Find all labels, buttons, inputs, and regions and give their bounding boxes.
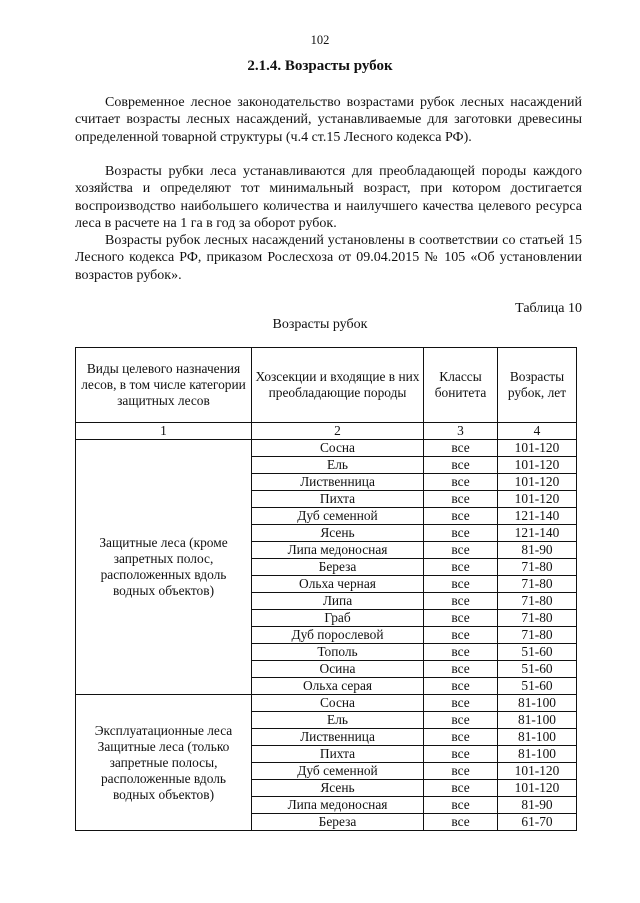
species-cell: Граб — [252, 610, 424, 627]
forest-group-cell: Эксплуатационные леса Защитные леса (только запретные полосы, расположенные вдоль водных объектов) — [76, 695, 252, 831]
bonitet-cell: все — [424, 746, 498, 763]
bonitet-cell: все — [424, 491, 498, 508]
species-cell: Сосна — [252, 440, 424, 457]
column-number: 2 — [252, 423, 424, 440]
species-cell: Дуб порослевой — [252, 627, 424, 644]
cutting-age-cell: 81-90 — [498, 797, 577, 814]
species-cell: Сосна — [252, 695, 424, 712]
bonitet-cell: все — [424, 525, 498, 542]
species-cell: Дуб семенной — [252, 763, 424, 780]
bonitet-cell: все — [424, 797, 498, 814]
page-number: 102 — [310, 33, 330, 47]
bonitet-cell: все — [424, 627, 498, 644]
header-bonitet: Классы бонитета — [424, 348, 498, 423]
cutting-age-cell: 51-60 — [498, 678, 577, 695]
species-cell: Пихта — [252, 491, 424, 508]
species-cell: Ясень — [252, 525, 424, 542]
cutting-ages-table — [75, 347, 577, 831]
cutting-age-cell: 81-100 — [498, 712, 577, 729]
bonitet-cell: все — [424, 610, 498, 627]
species-cell: Береза — [252, 559, 424, 576]
species-cell: Пихта — [252, 746, 424, 763]
bonitet-cell: все — [424, 440, 498, 457]
cutting-age-cell: 71-80 — [498, 593, 577, 610]
species-cell: Тополь — [252, 644, 424, 661]
cutting-age-cell: 101-120 — [498, 457, 577, 474]
table-header-row — [76, 348, 577, 423]
cutting-age-cell: 101-120 — [498, 763, 577, 780]
header-cutting-age: Возрасты рубок, лет — [498, 348, 577, 423]
paragraph-1: Современное лесное законодательство возрастами рубок лесных насаждений считает возрасты лесных насаждений, устанавливаемые для заготовки древесины определенной товарной структуры (ч.4 ст.15 Лесного кодекса РФ). — [75, 95, 582, 145]
bonitet-cell: все — [424, 508, 498, 525]
species-cell: Липа — [252, 593, 424, 610]
species-cell: Лиственница — [252, 474, 424, 491]
bonitet-cell: все — [424, 457, 498, 474]
bonitet-cell: все — [424, 576, 498, 593]
cutting-age-cell: 71-80 — [498, 627, 577, 644]
species-cell: Дуб семенной — [252, 508, 424, 525]
species-cell: Липа медоносная — [252, 542, 424, 559]
column-number-row — [76, 423, 577, 440]
bonitet-cell: все — [424, 474, 498, 491]
cutting-age-cell: 81-100 — [498, 746, 577, 763]
section-title: 2.1.4. Возрасты рубок — [247, 58, 393, 74]
cutting-age-cell: 121-140 — [498, 525, 577, 542]
cutting-age-cell: 81-100 — [498, 695, 577, 712]
bonitet-cell: все — [424, 814, 498, 831]
table-row — [76, 440, 577, 457]
column-number: 4 — [498, 423, 577, 440]
bonitet-cell: все — [424, 729, 498, 746]
species-cell: Ольха черная — [252, 576, 424, 593]
column-number: 3 — [424, 423, 498, 440]
bonitet-cell: все — [424, 763, 498, 780]
cutting-age-cell: 51-60 — [498, 644, 577, 661]
table-caption: Возрасты рубок — [272, 317, 368, 332]
bonitet-cell: все — [424, 559, 498, 576]
species-cell: Ясень — [252, 780, 424, 797]
cutting-age-cell: 71-80 — [498, 610, 577, 627]
bonitet-cell: все — [424, 661, 498, 678]
cutting-age-cell: 81-100 — [498, 729, 577, 746]
species-cell: Лиственница — [252, 729, 424, 746]
cutting-age-cell: 121-140 — [498, 508, 577, 525]
cutting-age-cell: 61-70 — [498, 814, 577, 831]
species-cell: Ель — [252, 457, 424, 474]
species-cell: Береза — [252, 814, 424, 831]
bonitet-cell: все — [424, 593, 498, 610]
column-number: 1 — [76, 423, 252, 440]
species-cell: Ольха серая — [252, 678, 424, 695]
cutting-age-cell: 71-80 — [498, 576, 577, 593]
bonitet-cell: все — [424, 542, 498, 559]
cutting-age-cell: 101-120 — [498, 440, 577, 457]
table-row — [76, 695, 577, 712]
species-cell: Ель — [252, 712, 424, 729]
paragraph-2: Возрасты рубки леса устанавливаются для преобладающей породы каждого хозяйства и определяют тот минимальный возраст, при котором достигается воспроизводство наибольшего количества и наилучшего качества целевого ресурса леса в расчете на 1 га в год за оборот рубок. — [75, 164, 582, 231]
bonitet-cell: все — [424, 678, 498, 695]
header-species: Хозсекции и входящие в них преобладающие породы — [252, 348, 424, 423]
cutting-age-cell: 101-120 — [498, 474, 577, 491]
forest-group-cell: Защитные леса (кроме запретных полос, расположенных вдоль водных объектов) — [76, 440, 252, 695]
cutting-age-cell: 101-120 — [498, 780, 577, 797]
bonitet-cell: все — [424, 644, 498, 661]
cutting-age-cell: 51-60 — [498, 661, 577, 678]
cutting-age-cell: 101-120 — [498, 491, 577, 508]
table-number: Таблица 10 — [515, 301, 582, 316]
header-forest-purpose: Виды целевого назначения лесов, в том числе категории защитных лесов — [76, 348, 252, 423]
cutting-age-cell: 81-90 — [498, 542, 577, 559]
paragraph-3: Возрасты рубок лесных насаждений установлены в соответствии со статьей 15 Лесного кодекса РФ, приказом Рослесхоза от 09.04.2015 № 105 «Об установлении возрастов рубок». — [75, 233, 582, 283]
species-cell: Липа медоносная — [252, 797, 424, 814]
bonitet-cell: все — [424, 712, 498, 729]
cutting-age-cell: 71-80 — [498, 559, 577, 576]
bonitet-cell: все — [424, 780, 498, 797]
species-cell: Осина — [252, 661, 424, 678]
bonitet-cell: все — [424, 695, 498, 712]
